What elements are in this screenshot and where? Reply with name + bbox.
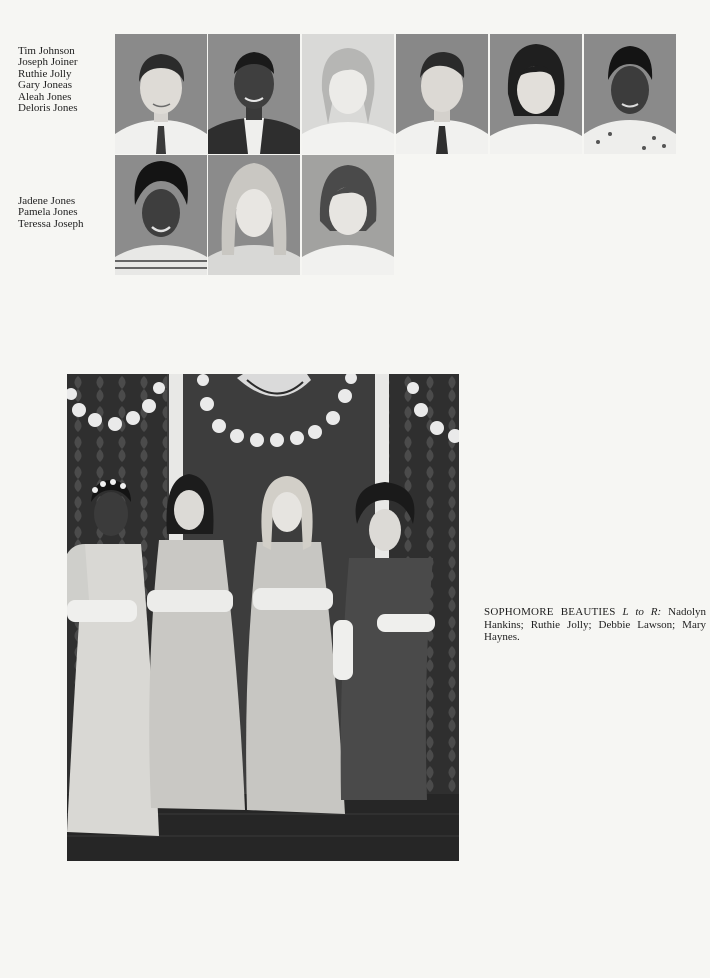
names-list-row-2: [18, 196, 84, 230]
student-name: Aleah Jones: [18, 90, 72, 103]
caption-order-label: L to R:: [622, 606, 662, 618]
student-portrait: [584, 34, 676, 154]
student-portrait: [208, 34, 300, 154]
student-portrait: [302, 155, 394, 275]
student-name: Joseph Joiner: [18, 56, 78, 69]
student-portrait: [302, 34, 394, 154]
student-name: Gary Joneas: [18, 79, 73, 92]
caption-names: Nadolyn Hankins; Ruthie Jolly; Debbie Lawson; Mary Haynes.: [484, 606, 707, 644]
student-portrait: [208, 155, 300, 275]
student-name: Deloris Jones: [18, 102, 78, 115]
student-name: Jadene Jones: [18, 195, 76, 207]
student-portrait: [115, 34, 207, 154]
student-name: Ruthie Jolly: [18, 67, 72, 80]
student-name: Pamela Jones: [18, 206, 78, 219]
names-list-row-1: [18, 46, 78, 114]
caption-title: SOPHOMORE BEAUTIES: [484, 606, 616, 618]
photo-caption: [484, 606, 706, 644]
student-portrait: [396, 34, 488, 154]
student-name: Tim Johnson: [18, 45, 75, 57]
group-photo: [67, 374, 459, 861]
student-portrait: [115, 155, 207, 275]
student-name: Teressa Joseph: [18, 217, 84, 230]
student-portrait: [490, 34, 582, 154]
